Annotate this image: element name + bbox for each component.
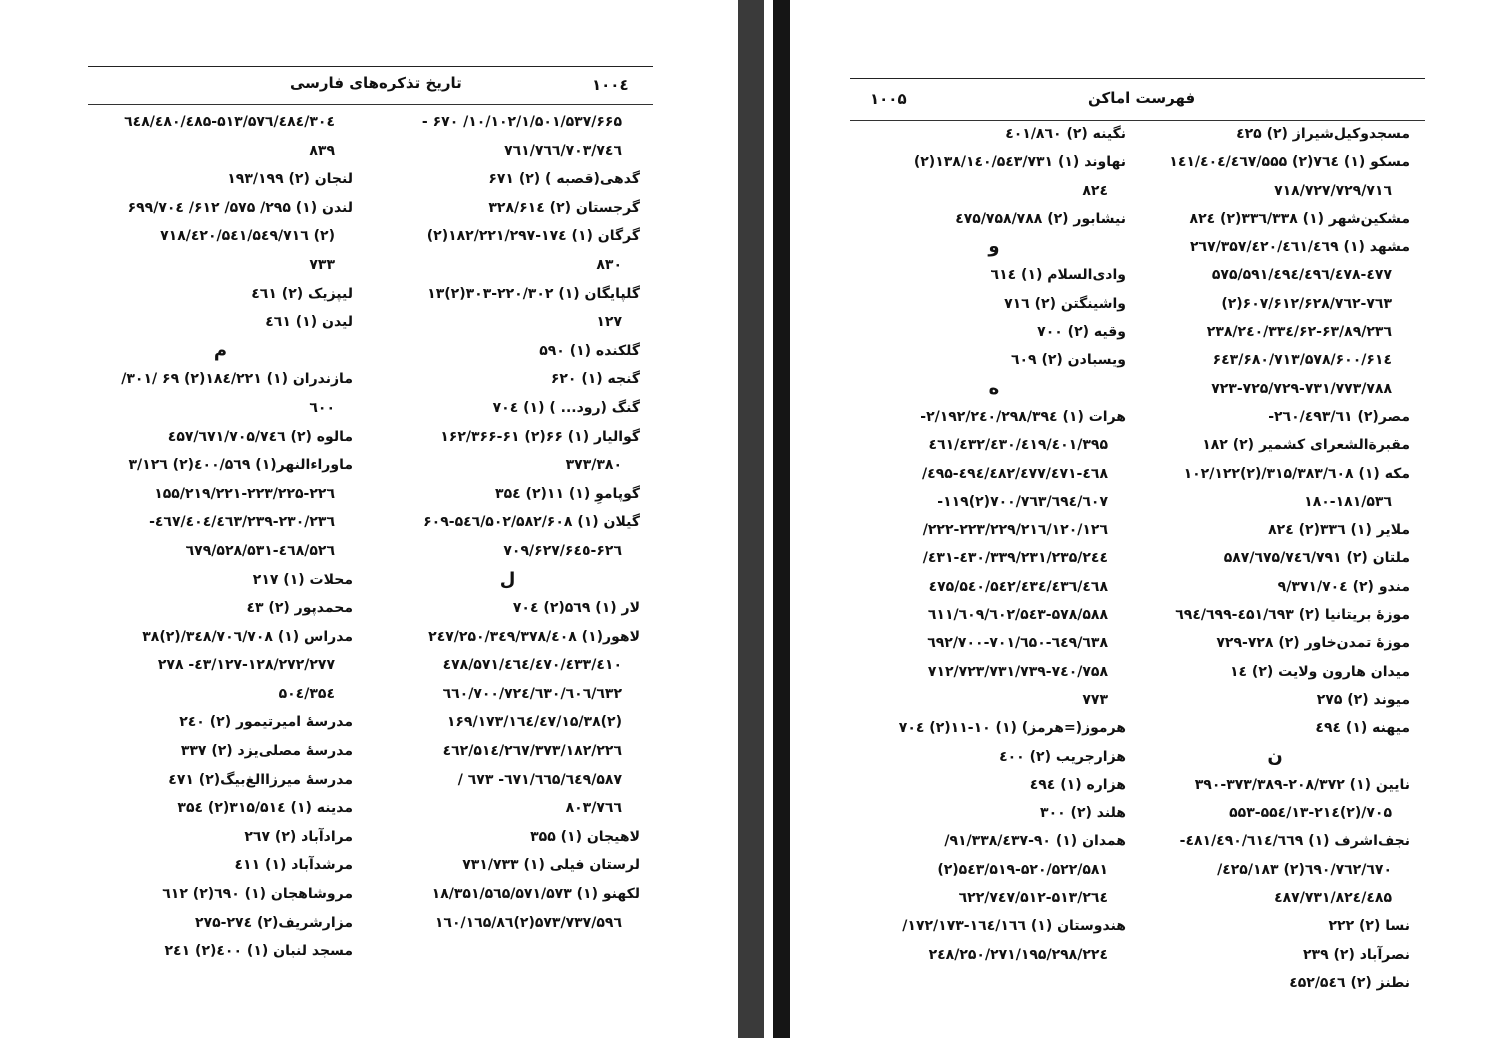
index-entry-continuation: (۲) ٤۲۰/۵٤۱/۵٤۹/۷۱٦/۷۱۸ (160, 228, 335, 245)
index-entry-continuation: ۶۲-۶۳/۸۹/۲۳٦/۲۳۸/۲٤۰/۳۳٤ (1206, 324, 1392, 341)
index-entry: میدان هارون ولایت (۲) ۱٤ (1229, 663, 1410, 680)
index-entry: گیلان (۱) ۵٤٦/۵۰۲/۵۸۲/۶۰۸-۶۰۹ (423, 514, 640, 531)
index-entry: هزارجریب (۲) ٤۰۰ (999, 748, 1126, 765)
index-entry: مزارشریف(۲) ۲۷٤-۲۷۵ (195, 914, 353, 931)
index-entry-continuation: (۲)۱۵/۳۸/٤٧/۱٦٤/۱۶۹/۱۷۳ (446, 714, 622, 731)
left-page (0, 0, 738, 1038)
index-entry: مدرسهٔ امیرتیمور (۲) ۲٤۰ (179, 714, 353, 731)
index-entry: هلند (۲) ۳۰۰ (1040, 805, 1126, 822)
index-entry-continuation: ٦۰۷/٦۹٤/۷۰۰/۷٦۳(۲)۱۱۹- (937, 493, 1108, 510)
index-entry: لاهور(۱) ۲٤۷/۲۵۰/۳٤۹/۳۷۸/٤۰۸ (428, 628, 640, 645)
index-entry-continuation: ۵۸۷/٦٤۹/٦٦۵/٦۷۱- ٦۷۳ / (457, 771, 622, 788)
index-entry-continuation: ۲۳۰/۲۳٦-۲۳۹/٤۰٤/٤٦۳/٤٦۷- (149, 514, 335, 531)
index-entry-continuation: ۵٤۳/۵۱۹-۵۲۰/۵۲۲/۵۸۱(۲) (937, 861, 1108, 878)
index-entry: مدرسهٔ میرزاالغ‌بیگ(۲) ٤۷۱ (168, 771, 353, 788)
index-entry: نجف‌اشرف (۱) ٤۸۱/٤۹۰/٦۱٤/٦٦۹- (1179, 833, 1410, 850)
index-entry: هرموز(=هرمز) (۱) ۱۰-۱۱(۲) ۷۰٤ (898, 720, 1126, 737)
index-entry: ویسبادن (۲) ٦۰۹ (1010, 352, 1126, 369)
index-entry: نایین (۱) ۲۰۸/۳۷۲-۳۷۳/۳۸۹-۳۹۰ (1194, 776, 1410, 793)
index-entry: وقیه (۲) ۷۰۰ (1037, 324, 1126, 341)
index-entry: ملتان (۲) ۵۸۷/٦۷۵/۷٤٦/۷۹۱ (1223, 550, 1410, 567)
index-entry: گدهی(قصبه ) (۲) ۶۷۱ (488, 171, 640, 188)
right-page (790, 0, 1509, 1038)
index-entry: مدرسهٔ مصلی‌یزد (۲) ۳۳۷ (180, 743, 353, 760)
index-entry-continuation: ۷٦٦/۸۰۳ (565, 800, 622, 817)
section-letter: ل (499, 568, 516, 590)
gutter-gap (764, 0, 773, 1038)
index-entry-continuation: ۱۵۵/۲۱۹/۲۲۱-۲۲۳/۲۲۵-۲۲٦ (154, 485, 335, 502)
index-entry-continuation: ۶۲٦-۶۲۷/۶٤٥/۷۰۹ (503, 542, 622, 559)
index-entry-continuation: ۷۲۳-۷۲۵/۷۲۹-۷۳۱/۷۷۳/۷۸۸ (1211, 380, 1392, 397)
index-entry: همدان (۱) ۹۰-۹۱/۳۳۸/٤۳۷/ (944, 833, 1126, 850)
index-entry: لکهنو (۱) ۱۸/۳۵۱/۵٦۵/۵۷۱/۵۷۳ (431, 886, 640, 903)
index-entry-continuation: ۶۰۷/۶۱۲/۶۲۸/۷٦۲-۷٦۳(۲) (1221, 295, 1392, 312)
index-entry: گرگان (۱) ۱۷٤-۱۸۲/۲۲۱/۲۹۷(۲) (426, 228, 640, 245)
index-column-right (1140, 120, 1410, 997)
index-entry: هرات (۱) ۲/۱۹۲/۲٤۰/۲۹۸/۳۹٤- (920, 408, 1126, 425)
index-entry: مشکین‌شهر (۱) ۳۳٦/۳۳۸(۲) ۸۲٤ (1189, 210, 1410, 227)
index-entry: نهاوند (۱) ۱۳۸/۱٤۰/۵٤۳/۷۳۱(۲) (913, 154, 1126, 171)
index-entry: نسا (۲) ۲۲۲ (1328, 918, 1410, 935)
index-entry: مشهد (۱) ۲٦۷/۳۵۷/٤۲۰/٤٦۱/٤٦۹ (1190, 239, 1410, 256)
index-column-left (88, 108, 353, 966)
section-letter: ه (988, 377, 1000, 399)
index-entry-continuation: ٦۰٦/٦۳۲/٦۳۰/٦٦۰/۷۰۰/۷۲٤ (442, 685, 622, 702)
index-entry: میهنه (۱) ٤۹٤ (1315, 720, 1410, 737)
index-entry-continuation: ۲۲٤/۲٤۸/۲۵۰/۲۷۱/۱۹۵/۲۹۸ (928, 946, 1108, 963)
index-entry: مسکو (۱) ۷٦٤(۲) ۱٤۱/٤۰٤/٤٦۷/۵۵۵ (1169, 154, 1410, 171)
index-entry-continuation: ۵۷۸/۶۰۰/۶۱٤/۶٤۳/۶۸۰/۷۱۳ (1212, 352, 1392, 369)
index-entry: گوالیار (۱) ۶۶(۲) ۶۱-۱۶۲/۳۶۶ (440, 428, 640, 445)
index-entry-continuation: ٤۱۰/٤۳۳/٤٦٤/٤۷۰/٤۷۸/۵۷۱ (442, 657, 622, 674)
index-entry: مدینه (۱) ۳۱۵/۵۱٤(۲) ۳۵٤ (177, 800, 353, 817)
index-entry: مالوه (۲) ٤۵۷/٦۷۱/۷۰۵/۷٤٦ (167, 428, 353, 445)
index-entry-continuation: ۷۰۵/(۲)۱۳-۲۱٤/۵۵۳-۵۵٤ (1229, 805, 1392, 822)
header-rule-bottom (88, 104, 653, 105)
index-entry: نطنز (۲) ٤۵۲/۵٤٦ (1289, 974, 1410, 991)
index-entry-continuation: ۷۱٦/۷۱۸/۷۲۷/۷۲۹ (1274, 182, 1392, 199)
index-entry-continuation: ۳۹۵/٤۰۱/٤۱۹/٤۳۰/٤۳۲/٤٦۱ (928, 437, 1108, 454)
index-entry-continuation: ۸۳۹ (309, 142, 335, 159)
index-entry-continuation: ٤۳/۱۲۷-۱۲۸/۲۷۲/۲۷۷- ۲۷۸ (157, 657, 335, 674)
index-entry-continuation: ۲٦٤/۵۱۲-۵۱۳/٦۲۲/۷٤۷ (958, 890, 1108, 907)
header-rule-top (850, 78, 1425, 79)
index-entry-continuation: ۳۰٤/۵۱۳/۵۷٦/٤۸٤-٤۸۵/٤۸۰/٦٤۸ (124, 114, 335, 130)
index-entry-continuation: ٦۳۸/٦٤۹-٦۵۰/٦۹۲/۷۰۰-۷۰۱ (927, 635, 1108, 652)
index-entry-continuation: ۵۹٦/۵۷۳/۷۳۷(۲)۸٦/۱٦۰/۱٦۵ (434, 914, 622, 931)
header-rule-top (88, 66, 653, 67)
index-entry: مصر(۲) ۲٦۰/٤۹۳/٦۱- (1268, 408, 1410, 425)
index-entry-continuation: ۱۸۲/۲۲٦/۲٦۷/۳۷۳/٤٦۲/۵۱٤ (442, 743, 622, 760)
index-entry: مسجد لنبان (۱) ٤۰۰(۲) ۲٤۱ (164, 943, 353, 960)
index-entry: هزاره (۱) ٤۹٤ (1029, 776, 1126, 793)
index-entry: مکه (۱) ۳۱۵/۳۸۳/٦۰۸/(۲)۱۰۲/۱۲۲ (1183, 465, 1410, 482)
index-entry: گنگ (رود... ) (۱) ۷۰٤ (492, 399, 640, 416)
page-number: ۱۰۰٤ (592, 76, 629, 94)
running-title: تاریخ تذکره‌های فارسی (290, 74, 462, 92)
index-entry-continuation: ۳۷۳/۳۸۰ (565, 457, 622, 474)
index-entry: نگینه (۲) ٤۰۱/۸٦۰ (1005, 126, 1126, 142)
index-entry-continuation: ٤٦۸-٤۷۱/٤۷۷/٤۸۲/٤۹٤-٤۹۵/ (922, 465, 1108, 482)
index-entry: نیشابور (۲) ٤۷۵/۷۵۸/۷۸۸ (955, 210, 1126, 227)
index-entry: لار (۱) ۵٦۹(۲) ۷۰٤ (512, 600, 640, 617)
index-entry-continuation: ۸۳۰ (596, 256, 622, 273)
index-entry: گنجه (۱) ۶۲۰ (550, 371, 640, 388)
index-entry: مندو (۲) ۹/۳۷۱/۷۰٤ (1277, 578, 1410, 595)
index-entry: محلات (۱) ۲۱۷ (252, 571, 353, 588)
index-entry-continuation: ٤۳٤/٤۳٦/٤٦۸/٤۷۵/۵٤۰/۵٤۲ (928, 578, 1108, 595)
index-entry: هندوستان (۱) ۱٦٤/۱٦٦-۱۷۲/۱۷۳/ (902, 918, 1126, 935)
index-entry: موزهٔ تمدن‌خاور (۲) ۷۲۸-۷۲۹ (1216, 635, 1410, 652)
index-entry: محمدپور (۲) ٤۳ (246, 600, 353, 617)
section-letter: م (213, 339, 228, 361)
index-entry-continuation: ٤۸۵/٤۸۷/۷۳۱/۸۲٤ (1274, 890, 1392, 907)
index-entry-continuation: ۱۸۰-۱۸۱/۵۳٦ (1304, 493, 1392, 510)
index-entry: مسجدوکیل‌شیراز (۲) ٤۲۵ (1236, 126, 1410, 142)
index-entry: گلکنده (۱) ۵۹۰ (539, 342, 640, 359)
section-letter: و (988, 236, 1000, 258)
index-entry-continuation: ۸۲٤ (1082, 182, 1108, 199)
index-entry-continuation: ۷۰۳/۷٤٦/۷٦٦/۷٦۱ (504, 142, 622, 159)
index-entry-continuation: ٤۷۷-٤۷۸/٤۹٤/٤۹٦/۵۷۵/۵۹۱ (1211, 267, 1392, 284)
index-entry-continuation: ۷۱۲/۷۲۳/۷۳۱/۷۳۹-۷٤۰/۷۵۸ (927, 663, 1108, 680)
index-entry: موزهٔ بریتانیا (۲) ٤۵۱/٦۹۳-٦۹٤/٦۹۹ (1175, 607, 1410, 624)
index-entry: ملایر (۱) ۳۳٦(۲) ۸۲٤ (1268, 522, 1410, 539)
binding-gutter (738, 0, 764, 1038)
running-title: فهرست اماکن (1088, 89, 1196, 107)
index-entry: مرشدآباد (۱) ٤۱۱ (234, 857, 353, 874)
index-entry: لاهیجان (۱) ۳۵۵ (530, 828, 640, 845)
index-entry-continuation: ۷۷۳ (1082, 691, 1108, 708)
index-entry: لرستان فیلی (۱) ۷۳۱/۷۳۳ (462, 857, 640, 874)
index-entry: گوپاموِ (۱) ۱۱(۲) ۳۵٤ (495, 485, 640, 502)
index-entry-continuation: ۳۵٤/۵۰٤ (278, 685, 335, 702)
index-entry: لیدن (۱) ٤٦۱ (265, 314, 353, 331)
binding-edge (773, 0, 790, 1038)
index-entry: گرجستان (۲) ۳۲۸/۶۱٤ (488, 199, 640, 216)
index-entry: وادی‌السلام (۱) ٦۱٤ (990, 267, 1126, 284)
index-entry: لندن (۱) ۲۹۵/ ۵۷۵/ ۶۱۲/ ۶۹۹/۷۰٤ (127, 199, 353, 216)
index-entry: لنجان (۲) ۱۹۳/۱۹۹ (227, 171, 353, 188)
index-entry-continuation: ۱۰/۱۰۲/۱/۵۰۱/۵۳۷/۶۶۵/ ۶۷۰ - (421, 114, 622, 130)
index-entry: لیپزیک (۲) ٤٦۱ (251, 285, 353, 302)
index-entry: مروشاهجان (۱) ٦۹۰(۲) ٦۱۲ (162, 886, 353, 903)
index-entry-continuation: ۵٤۳-۵۷۸/۵۸۸/٦۰۲/٦۰۹/٦۱۱ (927, 607, 1108, 624)
page-number: ۱۰۰۵ (870, 90, 907, 108)
index-entry: میوند (۲) ۲۷۵ (1316, 691, 1410, 708)
index-entry: گلپایگان (۱) ۲۲۰/۳۰۲-۳۰۳(۲)۱۳ (427, 285, 640, 302)
index-entry-continuation: ۲۳۱/۲۳۵/۲٤٤/۳۳۹/٤۳۰-٤۳۱/ (922, 550, 1108, 567)
index-entry: ماوراءالنهر(۱) ٤۰۰/۵٦۹(۲) ۳/۱۲٦ (128, 457, 353, 474)
section-letter: ن (1267, 745, 1283, 767)
index-entry-continuation: ٦۷۰/٦۹۰/۷٦۲(۲) ۱۸۳/٤۲۵/ (1217, 861, 1392, 878)
index-entry-continuation: ٦۰۰ (309, 399, 335, 416)
index-entry: مازندران (۱) ۱۸٤/۲۲۱(۲) ۶۹ /۳۰۱/ (121, 371, 353, 388)
index-entry-continuation: ۷۳۳ (309, 256, 335, 273)
index-column-right (375, 108, 640, 937)
index-entry: مدراس (۱) ۳٤۸/۷۰٦/۷۰۸/(۲)۳۸ (142, 628, 353, 645)
index-entry: مقبرةالشعرای کشمیر (۲) ۱۸۲ (1202, 437, 1410, 454)
index-entry: واشینگتن (۲) ۷۱٦ (1004, 295, 1126, 312)
index-entry-continuation: ۱۲۷ (596, 314, 622, 331)
index-entry-continuation: ۱۲۰/۱۲٦/۲۱٦/۲۲۲-۲۲۳/۲۲۹/ (922, 522, 1108, 539)
index-entry: مرادآباد (۲) ۲٦۷ (244, 828, 353, 845)
index-entry: نصرآباد (۲) ۲۳۹ (1303, 946, 1410, 963)
index-column-left (862, 120, 1126, 969)
index-entry-continuation: ٤٦۸/۵۲٦-۵۲۸/۵۳۱/٦۷۹ (185, 542, 335, 559)
